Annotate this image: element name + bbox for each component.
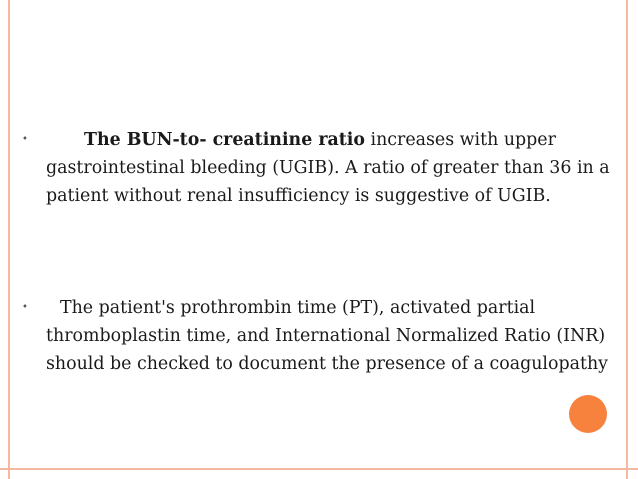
bullet-item-bun-ratio	[22, 126, 618, 210]
bullet-body: increases with upper gastrointestinal bleeding (UGIB). A ratio of greater than 36 in a patient without renal insufficiency is suggestive of UGIB.	[46, 130, 610, 206]
bullet-icon: •	[22, 302, 28, 313]
bullet-text	[46, 126, 618, 210]
left-border-line	[8, 0, 10, 479]
bullet-icon: •	[22, 134, 28, 145]
bullet-item-coagulopathy	[22, 294, 618, 378]
bottom-border-line	[0, 468, 638, 470]
bullet-body: The patient's prothrombin time (PT), activated partial thromboplastin time, and International Normalized Ratio (INR) should be checked to document the presence of a coagulopathy	[46, 298, 608, 374]
right-border-line	[626, 0, 628, 479]
bullet-text	[46, 294, 618, 378]
orange-circle-decoration	[569, 395, 607, 433]
bold-term: The BUN-to- creatinine ratio	[84, 130, 365, 150]
